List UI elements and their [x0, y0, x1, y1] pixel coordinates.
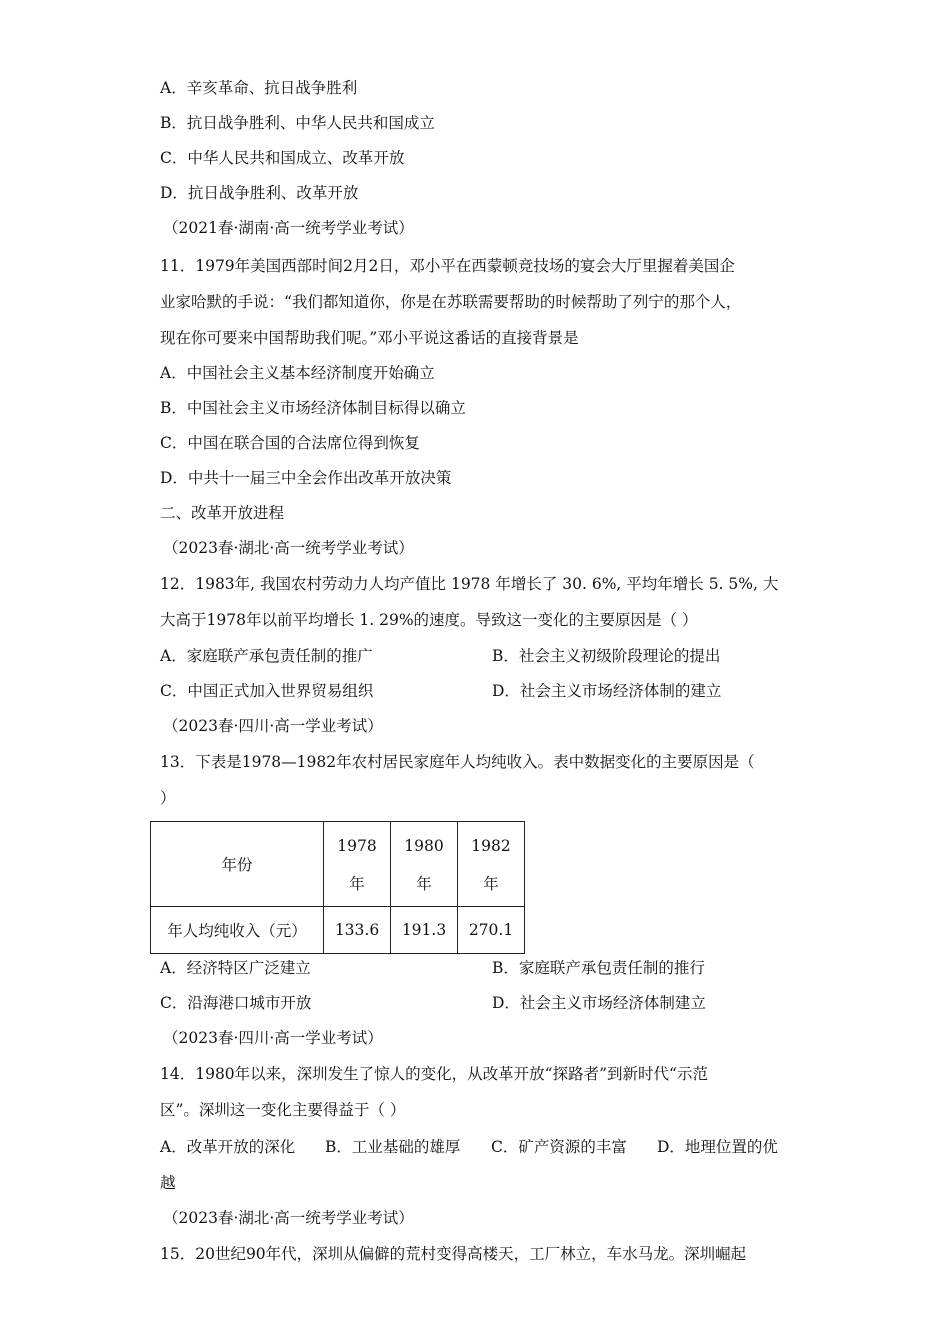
q11-stem-line2: 业家哈默的手说：“我们都知道你，你是在苏联需要帮助的时候帮助了列宁的那个人， — [160, 293, 742, 311]
q10-option-c: C．中华人民共和国成立、改革开放 — [160, 149, 405, 167]
q13-stem-line1: 13．下表是1978—1982年农村居民家庭年人均纯收入。表中数据变化的主要原因是（ — [160, 753, 755, 771]
table-year-unit: 年 — [483, 875, 499, 893]
q11-option-c: C．中国在联合国的合法席位得到恢复 — [160, 434, 420, 452]
q14-option-d: D．地理位置的优 — [657, 1138, 778, 1156]
q11-option-b: B．中国社会主义市场经济体制目标得以确立 — [160, 399, 466, 417]
q11-option-d: D．中共十一届三中全会作出改革开放决策 — [160, 469, 452, 487]
q11-source: （2021春·湖南·高一统考学业考试） — [163, 219, 414, 237]
q13-stem-line2: ） — [160, 789, 176, 807]
table-header-row — [151, 822, 525, 907]
q14-option-a: A．改革开放的深化 — [160, 1138, 296, 1156]
q15-stem-line1: 15．20世纪90年代，深圳从偏僻的荒村变得高楼天，工厂林立，车水马龙。深圳崛起 — [160, 1245, 747, 1263]
q11-stem-line3: 现在你可要来中国帮助我们呢。”邓小平说这番话的直接背景是 — [160, 329, 579, 347]
income-table — [150, 821, 525, 954]
table-cell: 270.1 — [458, 907, 525, 954]
table-year-cell — [458, 822, 525, 907]
table-year-number: 1982 — [471, 837, 511, 855]
q10-option-d: D．抗日战争胜利、改革开放 — [160, 184, 359, 202]
table-row-label: 年人均纯收入（元） — [151, 907, 324, 954]
q12-stem-line1: 12．1983年, 我国农村劳动力人均产值比 1978 年增长了 30. 6%, 平均年增长 5. 5%, 大 — [160, 575, 779, 593]
table-cell: 133.6 — [324, 907, 391, 954]
q15-source: （2023春·湖北·高一统考学业考试） — [163, 1209, 414, 1227]
q13-option-d: D．社会主义市场经济体制建立 — [492, 994, 706, 1012]
q14-option-d-wrap: 越 — [160, 1174, 176, 1192]
q12-option-d: D．社会主义市场经济体制的建立 — [492, 682, 722, 700]
table-year-cell — [391, 822, 458, 907]
table-year-cell — [324, 822, 391, 907]
q11-option-a: A．中国社会主义基本经济制度开始确立 — [160, 364, 435, 382]
q11-stem-line1: 11．1979年美国西部时间2月2日，邓小平在西蒙顿竞技场的宴会大厅里握着美国企 — [160, 257, 735, 275]
q12-option-a: A．家庭联产承包责任制的推广 — [160, 647, 373, 665]
section-title: 二、改革开放进程 — [160, 504, 285, 522]
table-cell: 191.3 — [391, 907, 458, 954]
q13-option-b: B．家庭联产承包责任制的推行 — [492, 959, 705, 977]
q13-source: （2023春·四川·高一学业考试） — [163, 717, 383, 735]
q13-option-a: A．经济特区广泛建立 — [160, 959, 311, 977]
table-header-label: 年份 — [151, 822, 324, 907]
q14-stem-line1: 14．1980年以来，深圳发生了惊人的变化，从改革开放“探路者”到新时代“示范 — [160, 1065, 708, 1083]
q12-option-c: C．中国正式加入世界贸易组织 — [160, 682, 374, 700]
table-year-unit: 年 — [349, 875, 365, 893]
table-year-number: 1980 — [404, 837, 444, 855]
q10-option-a: A．辛亥革命、抗日战争胜利 — [160, 79, 358, 97]
q12-stem-line2: 大高于1978年以前平均增长 1. 29%的速度。导致这一变化的主要原因是（ ） — [160, 611, 698, 629]
q10-option-b: B．抗日战争胜利、中华人民共和国成立 — [160, 114, 435, 132]
q13-option-c: C．沿海港口城市开放 — [160, 994, 312, 1012]
table-year-number: 1978 — [337, 837, 377, 855]
q14-stem-line2: 区”。深圳这一变化主要得益于（ ） — [160, 1101, 406, 1119]
q14-option-c: C．矿产资源的丰富 — [491, 1138, 627, 1156]
q12-option-b: B．社会主义初级阶段理论的提出 — [492, 647, 721, 665]
q14-option-b: B．工业基础的雄厚 — [325, 1138, 461, 1156]
q12-source: （2023春·湖北·高一统考学业考试） — [163, 539, 414, 557]
table-year-unit: 年 — [416, 875, 432, 893]
q14-source: （2023春·四川·高一学业考试） — [163, 1029, 383, 1047]
table-row — [151, 907, 525, 954]
